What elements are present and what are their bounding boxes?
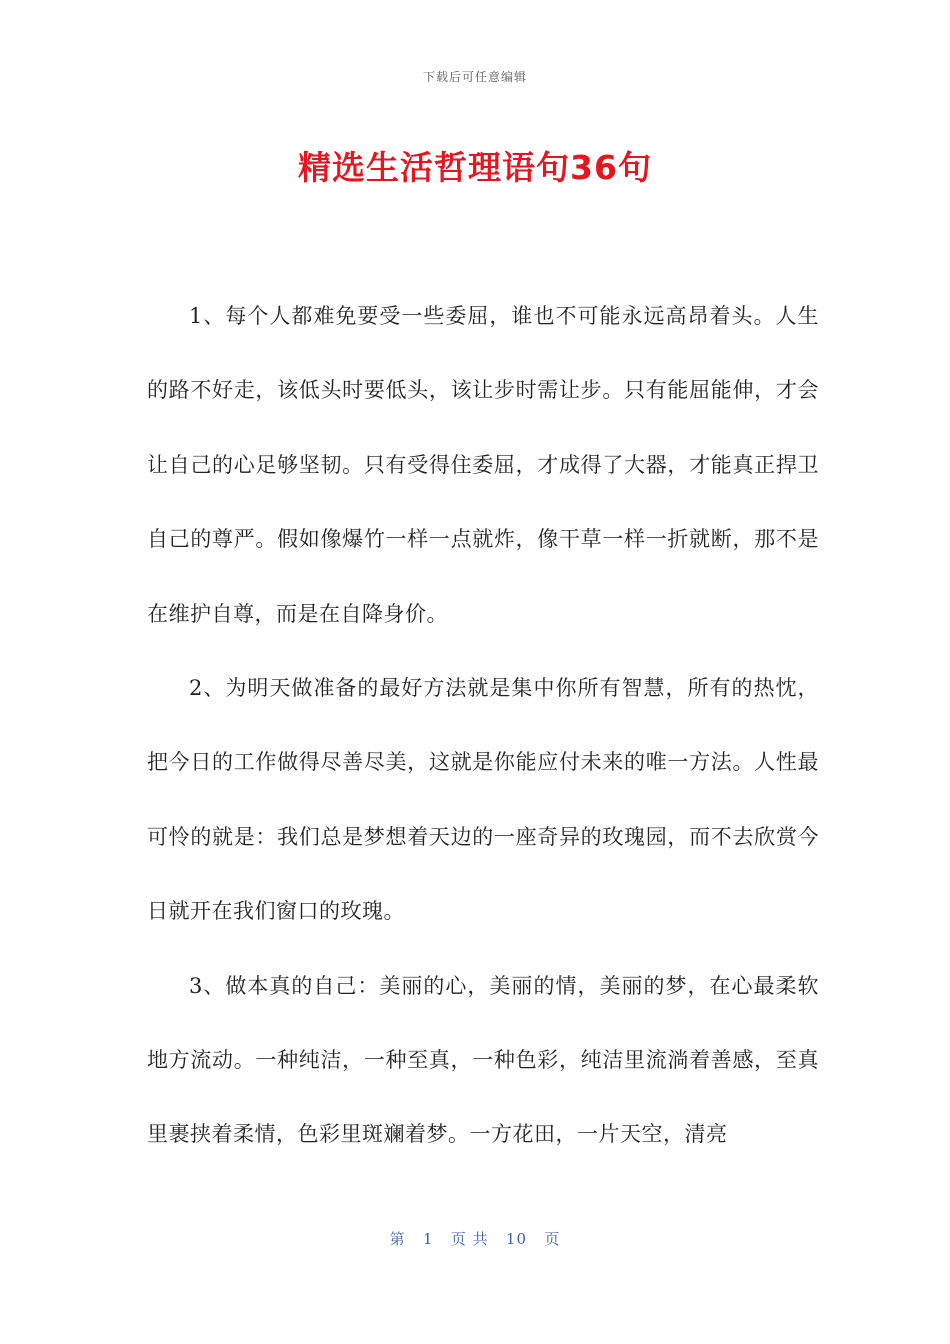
current-page-number: 1	[422, 1230, 434, 1248]
paragraph-1: 1、每个人都难免要受一些委屈，谁也不可能永远高昂着头。人生的路不好走，该低头时要低头，该让步时需让步。只有能屈能伸，才会让自己的心足够坚韧。只有受得住委屈，才成得了大器，才能真正捍卫自己的尊严。假如像爆竹一样一点就炸，像干草一样一折就断，那不是在维护自尊，而是在自降身价。	[147, 304, 819, 626]
document-title: 精选生活哲理语句36句	[298, 148, 652, 187]
document-body	[147, 279, 819, 1172]
page-label-prefix: 第	[389, 1230, 406, 1248]
paragraph-3: 3、做本真的自己：美丽的心，美丽的情，美丽的梦，在心最柔软地方流动。一种纯洁，一种至真，一种色彩，纯洁里流淌着善感，至真里裹挟着柔情，色彩里斑斓着梦。一方花田，一片天空，清亮	[147, 973, 819, 1147]
total-pages-number: 10	[505, 1230, 528, 1248]
page-footer	[0, 1228, 950, 1249]
paragraph-2: 2、为明天做准备的最好方法就是集中你所有智慧，所有的热忱，把今日的工作做得尽善尽美，这就是你能应付未来的唯一方法。人性最可怜的就是：我们总是梦想着天边的一座奇异的玫瑰园，而不去欣赏今日就开在我们窗口的玫瑰。	[147, 676, 819, 924]
header-note: 下载后可任意编辑	[422, 70, 527, 84]
page-label-mid: 页 共	[450, 1230, 489, 1248]
page-label-suffix: 页	[544, 1230, 561, 1248]
